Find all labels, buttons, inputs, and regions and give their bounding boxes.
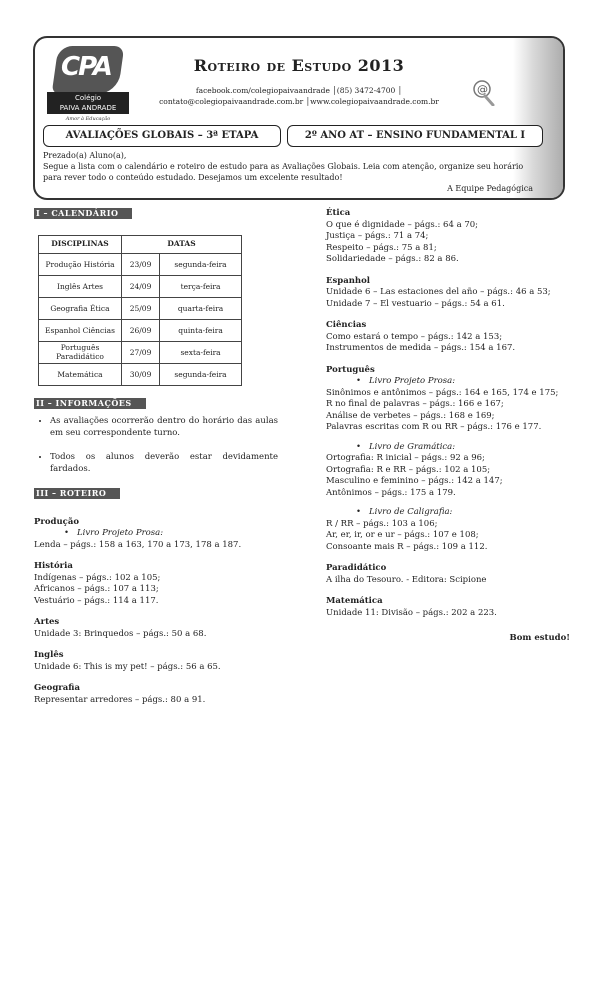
study-line: Ortografia: R inicial – págs.: 92 a 96; — [326, 453, 485, 463]
study-line: Justiça – págs.: 71 a 74; — [326, 231, 429, 241]
study-line: Representar arredores – págs.: 80 a 91. — [34, 694, 206, 705]
book-title: • Livro Projeto Prosa: — [326, 376, 570, 388]
study-line: Africanos – págs.: 107 a 113; — [34, 584, 159, 594]
svg-text:@: @ — [477, 83, 488, 96]
subject-producao: Produção — [34, 516, 80, 527]
closing-text: Bom estudo! — [509, 633, 570, 643]
logo-name-line2: PAIVA ANDRADE — [59, 104, 117, 112]
banner-grade-level: 2º ANO AT – ENSINO FUNDAMENTAL I — [287, 125, 543, 147]
logo-motto: Amor à Educação — [65, 116, 111, 122]
left-column — [34, 208, 278, 706]
weekday-cell: sexta-feira — [160, 341, 242, 363]
table-row — [39, 253, 242, 275]
discipline-cell: Português Paradidático — [39, 341, 122, 363]
intro-paragraph: Segue a lista com o calendário e roteiro de estudo para as Avaliações Globais. Leia com atenção, organize seu horário para rever todo o conteúdo estudado. Desejamos um excelente resultado! — [43, 162, 524, 182]
study-line: Ar, er, ir, or e ur – págs.: 107 e 108; — [326, 530, 479, 540]
subject-historia: História — [34, 561, 73, 571]
banner-evaluation-stage: AVALIAÇÕES GLOBAIS – 3ª ETAPA — [43, 125, 281, 147]
right-column — [326, 208, 570, 645]
header-frame — [33, 36, 565, 200]
subject-ciencias: Ciências — [326, 320, 367, 330]
weekday-cell: terça-feira — [160, 275, 242, 297]
col-dates: DATAS — [122, 235, 242, 253]
discipline-cell: Inglês Artes — [39, 275, 122, 297]
table-row — [39, 319, 242, 341]
discipline-cell: Matemática — [39, 363, 122, 385]
study-line: Instrumentos de medida – págs.: 154 a 167. — [326, 343, 516, 353]
study-line: Sinônimos e antônimos – págs.: 164 e 165, 174 e 175; — [326, 387, 559, 398]
intro-text — [43, 150, 533, 194]
subject-matematica: Matemática — [326, 596, 383, 606]
study-line: R no final de palavras – págs.: 166 e 167; — [326, 399, 504, 409]
weekday-cell: quinta-feira — [160, 319, 242, 341]
calendar-table — [38, 235, 242, 386]
study-line: Palavras escritas com R ou RR – págs.: 176 e 177. — [326, 422, 542, 432]
study-line: Antônimos – págs.: 175 a 179. — [326, 487, 456, 498]
col-disciplines: DISCIPLINAS — [39, 235, 122, 253]
weekday-cell: quarta-feira — [160, 297, 242, 319]
study-line: Ortografia: R e RR – págs.: 102 a 105; — [326, 464, 491, 475]
date-cell: 25/09 — [122, 297, 160, 319]
study-line: Masculino e feminino – págs.: 142 a 147; — [326, 476, 503, 486]
logo-name-line1: Colégio — [74, 94, 102, 102]
study-line: Análise de verbetes – págs.: 168 e 169; — [326, 410, 495, 421]
book-title: • Livro de Caligrafia: — [326, 507, 570, 519]
contact-line-1: facebook.com/colegiopaivaandrade │(85) 3472-4700 │ — [195, 86, 403, 95]
date-cell: 24/09 — [122, 275, 160, 297]
weekday-cell: segunda-feira — [160, 363, 242, 385]
study-line: R / RR – págs.: 103 a 106; — [326, 518, 438, 529]
discipline-cell: Espanhol Ciências — [39, 319, 122, 341]
weekday-cell: segunda-feira — [160, 253, 242, 275]
signature: A Equipe Pedagógica — [447, 184, 533, 193]
study-line: Indígenas – págs.: 102 a 105; — [34, 572, 161, 583]
subject-geografia: Geografia — [34, 683, 80, 693]
page-title: Roteiro de Estudo 2013 — [193, 56, 405, 75]
subject-artes: Artes — [34, 617, 60, 627]
info-list — [34, 416, 278, 475]
contact-line-2: contato@colegiopaivaandrade.com.br │www.colegiopaivaandrade.com.br — [159, 97, 439, 106]
date-cell: 26/09 — [122, 319, 160, 341]
subject-ingles: Inglês — [34, 650, 64, 660]
study-line: Unidade 11: Divisão – págs.: 202 a 223. — [326, 607, 497, 618]
study-line: Unidade 7 – El vestuario – págs.: 54 a 61. — [326, 298, 505, 309]
date-cell: 30/09 — [122, 363, 160, 385]
calendar-header-row — [39, 235, 242, 253]
list-item: • As avaliações ocorrerão dentro do horário das aulas em seu correspondente turno. — [50, 416, 278, 439]
study-line: Como estará o tempo – págs.: 142 a 153; — [326, 331, 503, 342]
study-line: O que é dignidade – págs.: 64 a 70; — [326, 219, 479, 230]
date-cell: 23/09 — [122, 253, 160, 275]
study-line: Unidade 3: Brinquedos – págs.: 50 a 68. — [34, 628, 207, 639]
list-item: • Todos os alunos deverão estar devidamente fardados. — [50, 452, 278, 475]
subject-espanhol: Espanhol — [326, 275, 370, 286]
section-calendar-heading: I – CALENDÁRIO — [34, 208, 132, 219]
book-title: • Livro Projeto Prosa: — [34, 528, 278, 540]
subject-paradidatico: Paradidático — [326, 563, 387, 573]
book-title: • Livro de Gramática: — [326, 442, 570, 454]
table-row — [39, 341, 242, 363]
table-row — [39, 363, 242, 385]
section-info-heading: II – INFORMAÇÕES — [34, 398, 146, 409]
discipline-cell: Produção História — [39, 253, 122, 275]
study-line: Respeito – págs.: 75 a 81; — [326, 242, 437, 253]
study-line: Unidade 6 – Las estaciones del año – págs.: 46 a 53; — [326, 287, 551, 297]
subject-portugues: Português — [326, 364, 375, 375]
study-line: A ilha do Tesouro. - Editora: Scipione — [326, 574, 487, 585]
study-line: Consoante mais R – págs.: 109 a 112. — [326, 541, 488, 552]
study-line: Unidade 6: This is my pet! – págs.: 56 a 65. — [34, 661, 221, 672]
section-roteiro-heading: III – ROTEIRO — [34, 488, 120, 499]
subject-etica: Ética — [326, 208, 351, 218]
study-line: Lenda – págs.: 158 a 163, 170 a 173, 178 a 187. — [34, 539, 242, 550]
greeting: Prezado(a) Aluno(a), — [43, 151, 127, 160]
study-line: Vestuário – págs.: 114 a 117. — [34, 595, 159, 606]
email-at-icon — [473, 80, 495, 106]
logo-monogram: CPA — [61, 52, 111, 82]
discipline-cell: Geografia Ética — [39, 297, 122, 319]
date-cell: 27/09 — [122, 341, 160, 363]
table-row — [39, 275, 242, 297]
study-line: Solidariedade – págs.: 82 a 86. — [326, 254, 459, 264]
table-row — [39, 297, 242, 319]
